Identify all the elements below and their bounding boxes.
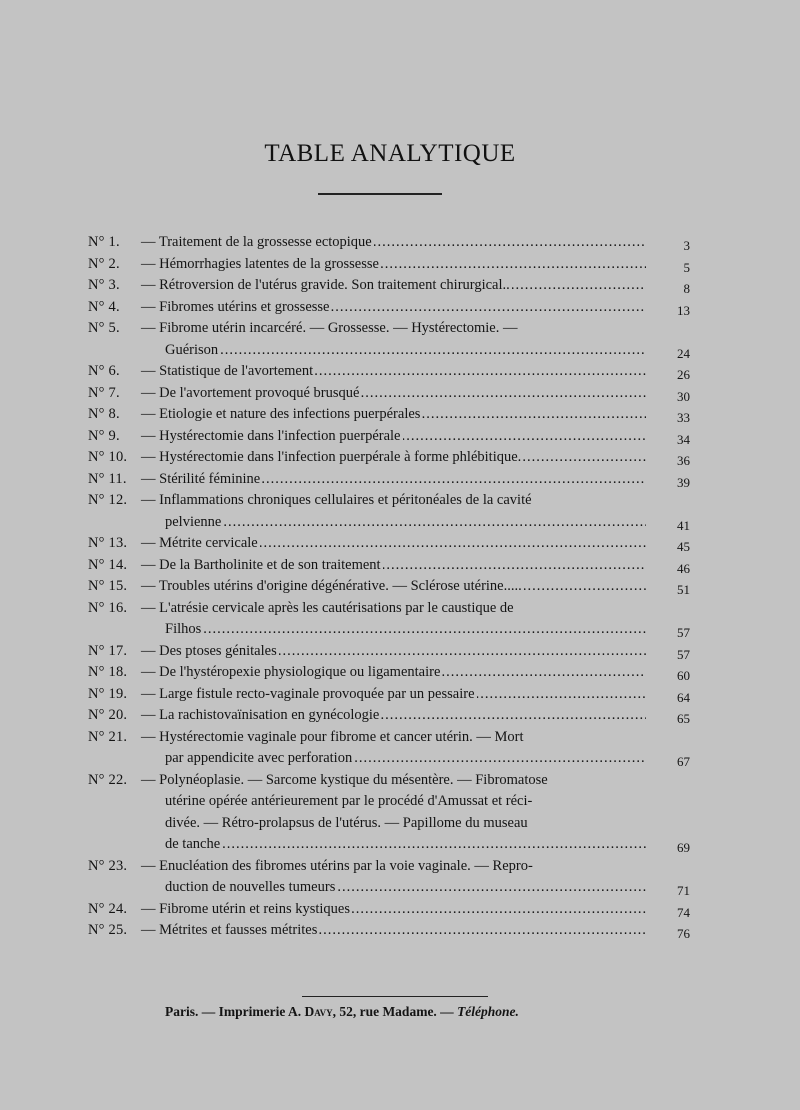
- entry-number: N° 8.: [88, 406, 120, 422]
- toc-entry: [88, 447, 688, 469]
- entry-number: N° 1.: [88, 234, 120, 250]
- entry-line: [141, 404, 648, 426]
- entry-number: N° 14.: [88, 556, 128, 573]
- dot-leader: [220, 340, 646, 362]
- entry-page-number: 74: [677, 904, 690, 920]
- entry-line: [141, 232, 648, 254]
- dot-leader: [442, 662, 646, 684]
- entry-number: N° 17.: [88, 642, 128, 659]
- entry-title-text: — Hémorrhagies latentes de la grossesse: [141, 255, 379, 272]
- entry-number: N° 23.: [88, 857, 128, 874]
- footer-address: , 52, rue Madame. —: [332, 1004, 458, 1019]
- entry-body: [141, 404, 648, 426]
- toc-entry: [88, 598, 688, 641]
- entry-line: [141, 899, 648, 921]
- entry-line: [141, 598, 648, 620]
- entry-title-text: — Polynéoplasie. — Sarcome kystique du mésentère. — Fibromatose: [141, 771, 548, 788]
- toc-entry: [88, 727, 688, 770]
- entry-title-text: — Large fistule recto-vaginale provoquée par un pessaire: [141, 685, 475, 702]
- entry-body: [141, 684, 648, 706]
- entry-title-text: — Hystérectomie vaginale pour fibrome et cancer utérin. — Mort: [141, 728, 524, 745]
- entry-title-text: — Troubles utérins d'origine dégénérative. — Sclérose utérine.....: [141, 578, 522, 594]
- entry-line: [165, 813, 648, 835]
- entry-number: N° 21.: [88, 728, 128, 745]
- entry-title-text: — De l'avortement provoqué brusqué: [141, 384, 360, 401]
- footer-phone: Téléphone.: [457, 1004, 519, 1019]
- entry-number: N° 5.: [88, 320, 120, 336]
- entry-title-text: — Enucléation des fibromes utérins par la voie vaginale. — Repro-: [141, 857, 533, 874]
- entry-line: [141, 856, 648, 878]
- dot-leader: [523, 447, 646, 469]
- entry-line: [141, 705, 648, 727]
- entry-line: [165, 834, 648, 856]
- entry-number: N° 19.: [88, 685, 128, 702]
- entry-line: [141, 920, 648, 942]
- entry-title-text: duction de nouvelles tumeurs: [165, 879, 336, 895]
- entry-line: [141, 662, 648, 684]
- entry-page-number: 51: [677, 582, 690, 597]
- entry-body: [141, 727, 648, 770]
- entry-line: [141, 490, 648, 512]
- entry-title-text: utérine opérée antérieurement par le procédé d'Amussat et réci-: [165, 793, 533, 809]
- entry-page-number: 67: [677, 754, 690, 769]
- entry-body: [141, 254, 648, 276]
- entry-page-number: 3: [683, 238, 690, 253]
- toc-entry: [88, 705, 688, 727]
- dot-leader: [383, 555, 646, 577]
- entry-title-text: — Hystérectomie dans l'infection puerpérale: [141, 427, 401, 444]
- toc-entry: [88, 490, 688, 533]
- title-rule: [318, 193, 442, 195]
- entry-line: [165, 619, 648, 641]
- entry-number: N° 18.: [88, 664, 128, 680]
- entry-page-number: 36: [677, 453, 690, 468]
- dot-leader: [352, 899, 646, 921]
- entry-number: N° 4.: [88, 298, 120, 315]
- entry-line: [141, 297, 648, 319]
- entry-page-number: 33: [677, 410, 690, 425]
- toc-entry: [88, 555, 688, 577]
- toc-entry: [88, 684, 688, 706]
- toc-entry: [88, 254, 688, 276]
- entry-page-number: 5: [683, 259, 690, 275]
- entry-number: N° 3.: [88, 277, 120, 293]
- dot-leader: [319, 920, 646, 942]
- entry-line: [141, 426, 648, 448]
- dot-leader: [381, 254, 646, 276]
- entry-body: [141, 662, 648, 684]
- entry-number: N° 9.: [88, 427, 120, 444]
- entry-body: [141, 275, 648, 297]
- entry-title-text: — Stérilité féminine: [141, 470, 261, 487]
- entry-line: [141, 361, 648, 383]
- entry-body: [141, 598, 648, 641]
- toc-entry: [88, 662, 688, 684]
- entry-title-text: — Fibrome utérin et reins kystiques: [141, 900, 351, 917]
- dot-leader: [403, 426, 647, 448]
- entry-title-text: — Métrite cervicale: [141, 535, 258, 551]
- entry-body: [141, 770, 648, 856]
- entry-title-text: de tanche: [165, 836, 221, 852]
- dot-leader: [203, 619, 646, 641]
- entry-title-text: — Fibromes utérins et grossesse: [141, 298, 330, 315]
- toc-entry: [88, 297, 688, 319]
- footer-printer-name: Davy: [304, 1004, 333, 1019]
- entry-title-text: — Des ptoses génitales: [141, 642, 277, 659]
- entry-title-text: — La rachistovaïnisation en gynécologie: [141, 707, 380, 723]
- entry-body: [141, 856, 648, 899]
- entry-body: [141, 705, 648, 727]
- entry-number: N° 20.: [88, 707, 128, 723]
- entry-title-text: — Inflammations chroniques cellulaires et péritonéales de la cavité: [141, 492, 532, 508]
- page-title: TABLE ANALYTIQUE: [264, 140, 516, 167]
- entry-body: [141, 490, 648, 533]
- entry-number: N° 16.: [88, 599, 128, 616]
- dot-leader: [331, 297, 646, 319]
- entry-number: N° 6.: [88, 363, 120, 379]
- entry-line: [141, 469, 648, 491]
- entry-body: [141, 899, 648, 921]
- entry-number: N° 24.: [88, 900, 128, 917]
- entry-title-text: — De l'hystéropexie physiologique ou ligamentaire: [141, 664, 441, 680]
- entry-page-number: 39: [677, 474, 690, 490]
- toc-entry: [88, 641, 688, 663]
- dot-leader: [222, 834, 646, 856]
- dot-leader: [381, 705, 646, 727]
- entry-body: [141, 533, 648, 555]
- table-of-contents: [88, 232, 688, 942]
- toc-entry: [88, 469, 688, 491]
- entry-title-text: — Rétroversion de l'utérus gravide. Son traitement chirurgical..: [141, 277, 510, 293]
- entry-title-text: — Statistique de l'avortement: [141, 363, 314, 379]
- entry-line: [141, 275, 648, 297]
- entry-title-text: — L'atrésie cervicale après les cautérisations par le caustique de: [141, 599, 514, 616]
- entry-number: N° 15.: [88, 578, 128, 594]
- entry-line: [141, 555, 648, 577]
- entry-body: [141, 297, 648, 319]
- entry-title-text: — Etiologie et nature des infections puerpérales: [141, 406, 421, 422]
- entry-number: N° 22.: [88, 771, 128, 788]
- footer-prefix: Paris. — Imprimerie A.: [165, 1004, 305, 1019]
- toc-entry: [88, 318, 688, 361]
- entry-line: [165, 340, 648, 362]
- entry-page-number: 13: [677, 302, 690, 318]
- dot-leader: [223, 512, 646, 534]
- dot-leader: [524, 576, 646, 598]
- toc-entry: [88, 361, 688, 383]
- toc-entry: [88, 770, 688, 856]
- entry-body: [141, 920, 648, 942]
- entry-page-number: 57: [677, 625, 690, 640]
- entry-body: [141, 426, 648, 448]
- entry-line: [141, 684, 648, 706]
- entry-title-text: — Métrites et fausses métrites: [141, 922, 318, 938]
- entry-page-number: 41: [677, 517, 690, 533]
- entry-line: [141, 254, 648, 276]
- entry-number: N° 10.: [88, 449, 128, 465]
- entry-body: [141, 641, 648, 663]
- entry-number: N° 11.: [88, 470, 127, 487]
- entry-line: [165, 877, 648, 899]
- entry-number: N° 7.: [88, 384, 120, 401]
- dot-leader: [315, 361, 646, 383]
- entry-title-text: — Hystérectomie dans l'infection puerpérale à forme phlébitique.: [141, 449, 522, 465]
- entry-number: N° 25.: [88, 922, 128, 938]
- entry-title-text: — Fibrome utérin incarcéré. — Grossesse. — Hystérectomie. —: [141, 320, 518, 336]
- entry-page-number: 76: [677, 926, 690, 941]
- entry-line: [165, 791, 648, 813]
- printer-footer: [165, 1004, 519, 1020]
- entry-title-text: divée. — Rétro-prolapsus de l'utérus. — Papillome du museau: [165, 814, 528, 831]
- entry-page-number: 65: [677, 711, 690, 726]
- dot-leader: [477, 684, 647, 706]
- entry-title-text: pelvienne: [165, 513, 222, 530]
- entry-title-text: — De la Bartholinite et de son traitement: [141, 556, 381, 573]
- entry-body: [141, 576, 648, 598]
- entry-page-number: 26: [677, 367, 690, 382]
- entry-page-number: 24: [677, 345, 690, 361]
- dot-leader: [337, 877, 646, 899]
- entry-page-number: 45: [677, 539, 690, 554]
- entry-line: [165, 512, 648, 534]
- entry-number: N° 12.: [88, 492, 128, 508]
- entry-page-number: 46: [677, 560, 690, 576]
- entry-page-number: 60: [677, 668, 690, 683]
- entry-line: [141, 576, 648, 598]
- toc-entry: [88, 404, 688, 426]
- entry-line: [141, 727, 648, 749]
- entry-body: [141, 469, 648, 491]
- entry-line: [141, 318, 648, 340]
- entry-page-number: 71: [677, 883, 690, 898]
- entry-title-text: Guérison: [165, 341, 219, 358]
- dot-leader: [512, 275, 646, 297]
- dot-leader: [262, 469, 646, 491]
- toc-entry: [88, 275, 688, 297]
- toc-entry: [88, 533, 688, 555]
- entry-line: [141, 383, 648, 405]
- entry-page-number: 34: [677, 431, 690, 447]
- footer-rule: [302, 996, 488, 997]
- toc-entry: [88, 920, 688, 942]
- entry-title-text: par appendicite avec perforation: [165, 750, 353, 766]
- entry-body: [141, 232, 648, 254]
- dot-leader: [422, 404, 646, 426]
- entry-title-text: Filhos: [165, 621, 202, 637]
- entry-body: [141, 555, 648, 577]
- entry-line: [141, 641, 648, 663]
- entry-title-text: — Traitement de la grossesse ectopique: [141, 234, 372, 250]
- entry-page-number: 57: [677, 646, 690, 662]
- dot-leader: [279, 641, 646, 663]
- toc-entry: [88, 899, 688, 921]
- entry-page-number: 8: [683, 281, 690, 296]
- dot-leader: [374, 232, 646, 254]
- dot-leader: [260, 533, 646, 555]
- entry-number: N° 13.: [88, 535, 128, 551]
- entry-page-number: 30: [677, 388, 690, 404]
- entry-body: [141, 383, 648, 405]
- toc-entry: [88, 383, 688, 405]
- entry-page-number: 64: [677, 689, 690, 705]
- toc-entry: [88, 576, 688, 598]
- entry-line: [141, 447, 648, 469]
- dot-leader: [354, 748, 646, 770]
- toc-entry: [88, 856, 688, 899]
- entry-line: [141, 533, 648, 555]
- entry-line: [165, 748, 648, 770]
- entry-body: [141, 318, 648, 361]
- entry-line: [141, 770, 648, 792]
- entry-body: [141, 447, 648, 469]
- entry-number: N° 2.: [88, 255, 120, 272]
- toc-entry: [88, 426, 688, 448]
- toc-entry: [88, 232, 688, 254]
- dot-leader: [361, 383, 646, 405]
- entry-page-number: 69: [677, 840, 690, 855]
- entry-body: [141, 361, 648, 383]
